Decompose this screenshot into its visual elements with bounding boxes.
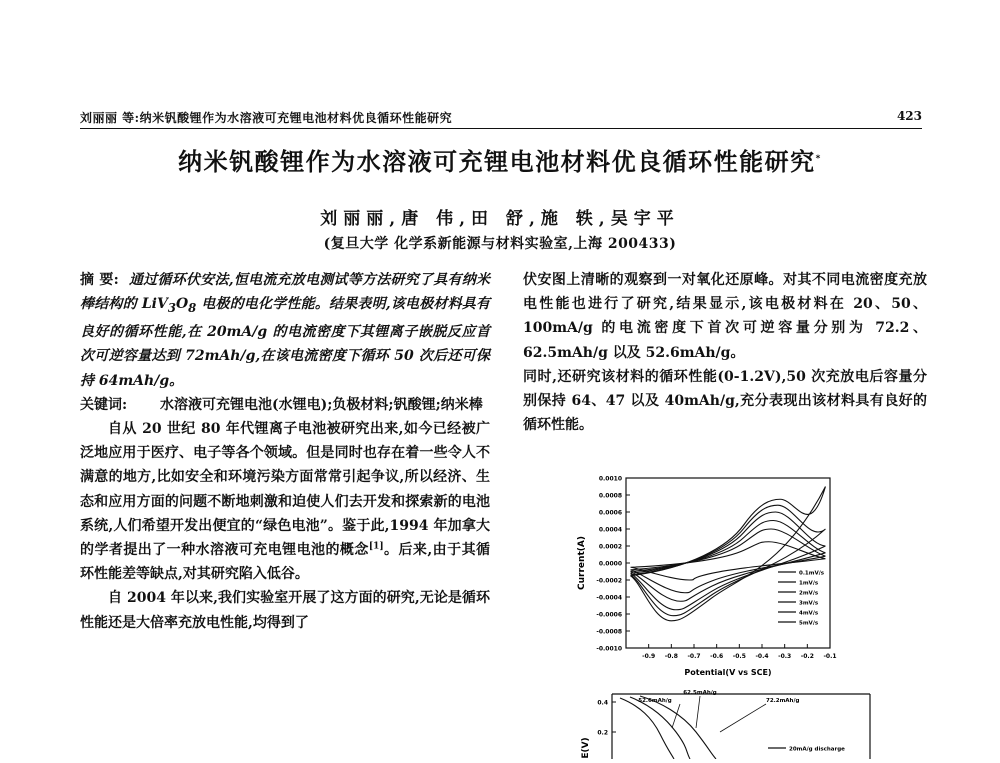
header-rule <box>80 128 922 129</box>
x-tick-label: -0.8 <box>664 653 678 660</box>
y-tick-label: 0.0002 <box>598 543 622 551</box>
x-tick-label: -0.9 <box>642 653 656 660</box>
citation-ref[interactable]: [1] <box>368 541 384 552</box>
keywords-text: 水溶液可充锂电池(水锂电);负极材料;钒酸锂;纳米棒 <box>160 396 483 413</box>
charge-discharge-figure <box>560 688 890 759</box>
capacity-annotation: 72.2mAh/g <box>766 698 800 704</box>
affiliation: (复旦大学 化学系新能源与材料实验室,上海 200433) <box>323 236 677 252</box>
y-tick-label: -0.0006 <box>596 611 622 619</box>
y-tick-label: 0.0000 <box>598 560 622 568</box>
x-tick-label: -0.6 <box>710 653 724 660</box>
keywords-label: 关键词: <box>80 396 128 413</box>
y-tick-label: 0.4 <box>597 699 608 707</box>
capacity-annotation: 62.5mAh/g <box>683 690 717 696</box>
annotation-leader <box>720 704 766 732</box>
author-list: 刘丽丽,唐 伟,田 舒,施 轶,吴宇平 <box>320 209 680 229</box>
abstract-text: 通过循环伏安法,恒电流充放电测试等方法研究了具有纳米棒结构的 $LiV_3O_8$ 电极的电化学性能。结果表明,该电极材料具有良好的循环性能,在 20mA/g 的电流密度下其锂离子嵌脱反应首次可逆容量达到 72mAh/g,在该电流密度下循环 50 次后还可保持 64mAh/g。 <box>80 272 490 389</box>
body-paragraph-2: 自 2004 年以来,我们实验室开展了这方面的研究,无论是循环性能还是大倍率充放电性能,均得到了 <box>80 590 490 631</box>
charge-discharge-chart <box>560 688 890 759</box>
x-tick-label: -0.4 <box>755 653 769 660</box>
x-tick-label: -0.7 <box>687 653 701 660</box>
annotation-leader <box>696 696 700 728</box>
legend-label: 20mA/g discharge <box>789 746 845 753</box>
body-paragraph-1: 自从 20 世纪 80 年代锂离子电池被研究出来,如今已经被广泛地应用于医疗、电子等各个领域。但是同时也存在着一些令人不满意的地方,比如安全和环境污染方面常常引起争议,所以经济、生态和应用方面的问题不断地刺激和迫使人们去开发和探索新的电池系统,人们希望开发出便宜的“绿色电池”。鉴于此,1994 年加拿大的学者提出了一种水溶液可充电锂电池的概念[1]。后来,由于其循环性能差等缺点,对其研究陷入低谷。 <box>80 421 491 583</box>
capacity-annotation: 52.6mAh/g <box>638 698 672 704</box>
y-tick-label: -0.0008 <box>596 628 622 636</box>
discharge-curve <box>630 697 690 759</box>
abstract-label: 摘 要: <box>80 272 119 288</box>
y-tick-label: -0.0004 <box>596 594 622 602</box>
x-tick-label: -0.2 <box>800 653 814 660</box>
y-tick-label: 0.2 <box>597 729 608 737</box>
cv-figure <box>560 462 890 682</box>
page-number: 423 <box>896 109 922 123</box>
discharge-curve <box>640 696 716 759</box>
right-paragraph-1: 伏安图上清晰的观察到一对氧化还原峰。对其不同电流密度充放电性能也进行了研究,结果显示,该电极材料在 20、50、100mA/g 的电流密度下首次可逆容量分别为 72.2、62.5mAh/g 以及 52.6mAh/g。 <box>523 272 927 361</box>
article-title <box>0 142 1000 177</box>
running-title: 刘丽丽 等:纳米钒酸锂作为水溶液可充锂电池材料优良循环性能研究 <box>80 111 453 125</box>
cv-chart <box>560 462 890 682</box>
x-axis-label: Potential(V vs SCE) <box>684 668 772 677</box>
x-tick-label: -0.5 <box>732 653 746 660</box>
y-tick-label: 0.0004 <box>598 526 622 534</box>
y-tick-label: 0.0010 <box>598 475 622 483</box>
keywords <box>80 393 490 417</box>
y-tick-label: 0.0006 <box>598 509 622 517</box>
right-paragraph-2: 同时,还研究该材料的循环性能(0-1.2V),50 次充放电后容量分别保持 64、47 以及 40mAh/g,充分表现出该材料具有良好的循环性能。 <box>523 368 927 434</box>
legend-label: 2mV/s <box>799 590 819 597</box>
legend-label: 1mV/s <box>799 580 819 587</box>
y-tick-label: 0.0008 <box>598 492 622 500</box>
legend-label: 5mV/s <box>799 620 819 627</box>
abstract <box>80 268 490 393</box>
title-text: 纳米钒酸锂作为水溶液可充锂电池材料优良循环性能研究 <box>178 148 816 176</box>
title-footnote-mark: * <box>815 154 822 164</box>
left-column <box>80 268 490 635</box>
legend-label: 4mV/s <box>799 610 819 617</box>
right-column <box>523 268 927 437</box>
legend-label: 3mV/s <box>799 600 819 607</box>
x-tick-label: -0.1 <box>823 653 837 660</box>
cv-curve <box>631 487 826 621</box>
y-axis-label: E(V) <box>581 737 591 759</box>
x-tick-label: -0.3 <box>778 653 792 660</box>
legend-label: 0.1mV/s <box>799 570 825 577</box>
y-tick-label: -0.0010 <box>596 645 622 653</box>
annotation-leader <box>672 704 680 728</box>
y-axis-label: Current(A) <box>577 536 587 590</box>
y-tick-label: -0.0002 <box>596 577 622 585</box>
